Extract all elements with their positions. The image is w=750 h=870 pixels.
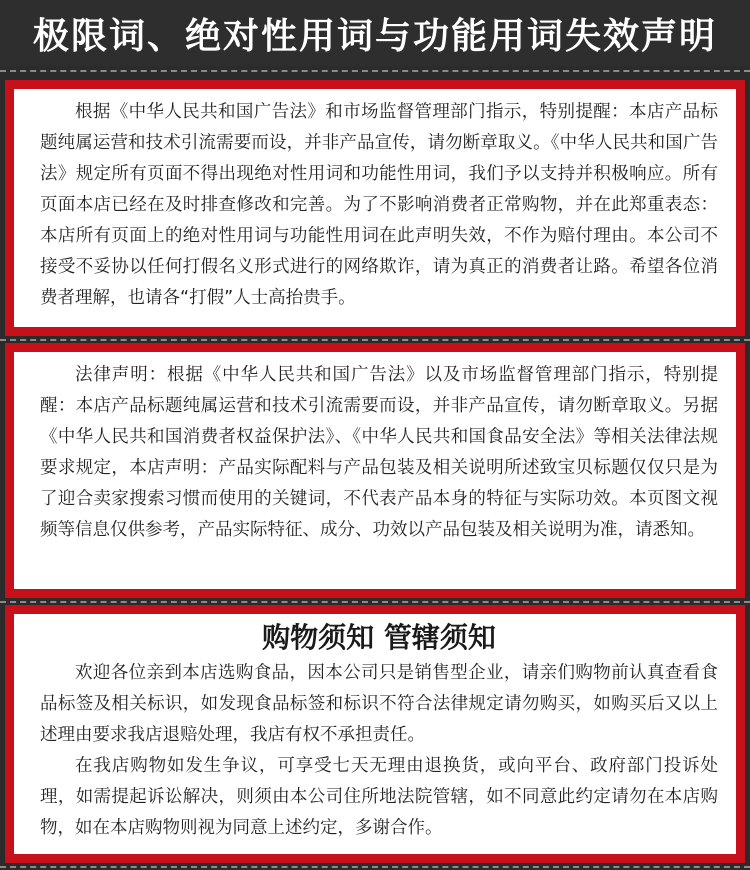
notice-body xyxy=(14,614,736,854)
divider xyxy=(0,70,750,72)
notice-title: 购物须知 管辖须知 xyxy=(262,621,496,654)
legal-body xyxy=(14,352,736,589)
divider xyxy=(0,601,750,603)
page-title: 极限词、绝对性用词与功能用词失效声明 xyxy=(32,15,717,57)
notice-paragraph-2: 在我店购物如发生争议，可享受七天无理由退换货，或向平台、政府部门投诉处理，如需提起诉讼解决，则须由本公司住所地法院管辖，如不同意此约定请勿在本店购物，如在本店购物则视为同意上述约定，多谢合作。 xyxy=(40,756,718,838)
notice-panel xyxy=(5,605,745,863)
disclaimer-paragraph: 根据《中华人民共和国广告法》和市场监督管理部门指示，特别提醒：本店产品标题纯属运营和技术引流需要而设，并非产品宣传，请勿断章取义。《中华人民共和国广告法》规定所有页面不得出现绝对性用词和功能性用词，我们予以支持并积极响应。所有页面本店已经在及时排查修改和完善。为了不影响消费者正常购物，并在此郑重表态：本店所有页面上的绝对性用词与功能性用词在此声明失效，不作为赔付理由。本公司不接受不妥协以任何打假名义形式进行的网络欺诈，请为真正的消费者让路。希望各位消费者理解，也请各“打假”人士高抬贵手。 xyxy=(40,102,718,308)
disclaimer-panel xyxy=(5,80,745,336)
divider xyxy=(0,866,750,868)
header-bar xyxy=(0,0,750,66)
divider xyxy=(0,339,750,341)
notice-paragraph-1: 欢迎各位亲到本店选购食品，因本公司只是销售型企业，请亲们购物前认真查看食品标签及相关标识，如发现食品标签和标识不符合法律规定请勿购买，如购买后又以上述理由要求我店退赔处理，我店有权不承担责任。 xyxy=(40,663,718,745)
legal-panel xyxy=(5,343,745,598)
disclaimer-body xyxy=(14,89,736,327)
legal-paragraph: 法律声明：根据《中华人民共和国广告法》以及市场监督管理部门指示，特别提醒：本店产品标题纯属运营和技术引流需要而设，并非产品宣传，请勿断章取义。另据《中华人民共和国消费者权益保护法》、《中华人民共和国食品安全法》等相关法律法规要求规定，本店声明：产品实际配料与产品包装及相关说明所述致宝贝标题仅仅只是为了迎合卖家搜索习惯而使用的关键词，不代表产品本身的特征与实际功效。本页图文视频等信息仅供参考，产品实际特征、成分、功效以产品包装及相关说明为准，请悉知。 xyxy=(40,365,718,540)
